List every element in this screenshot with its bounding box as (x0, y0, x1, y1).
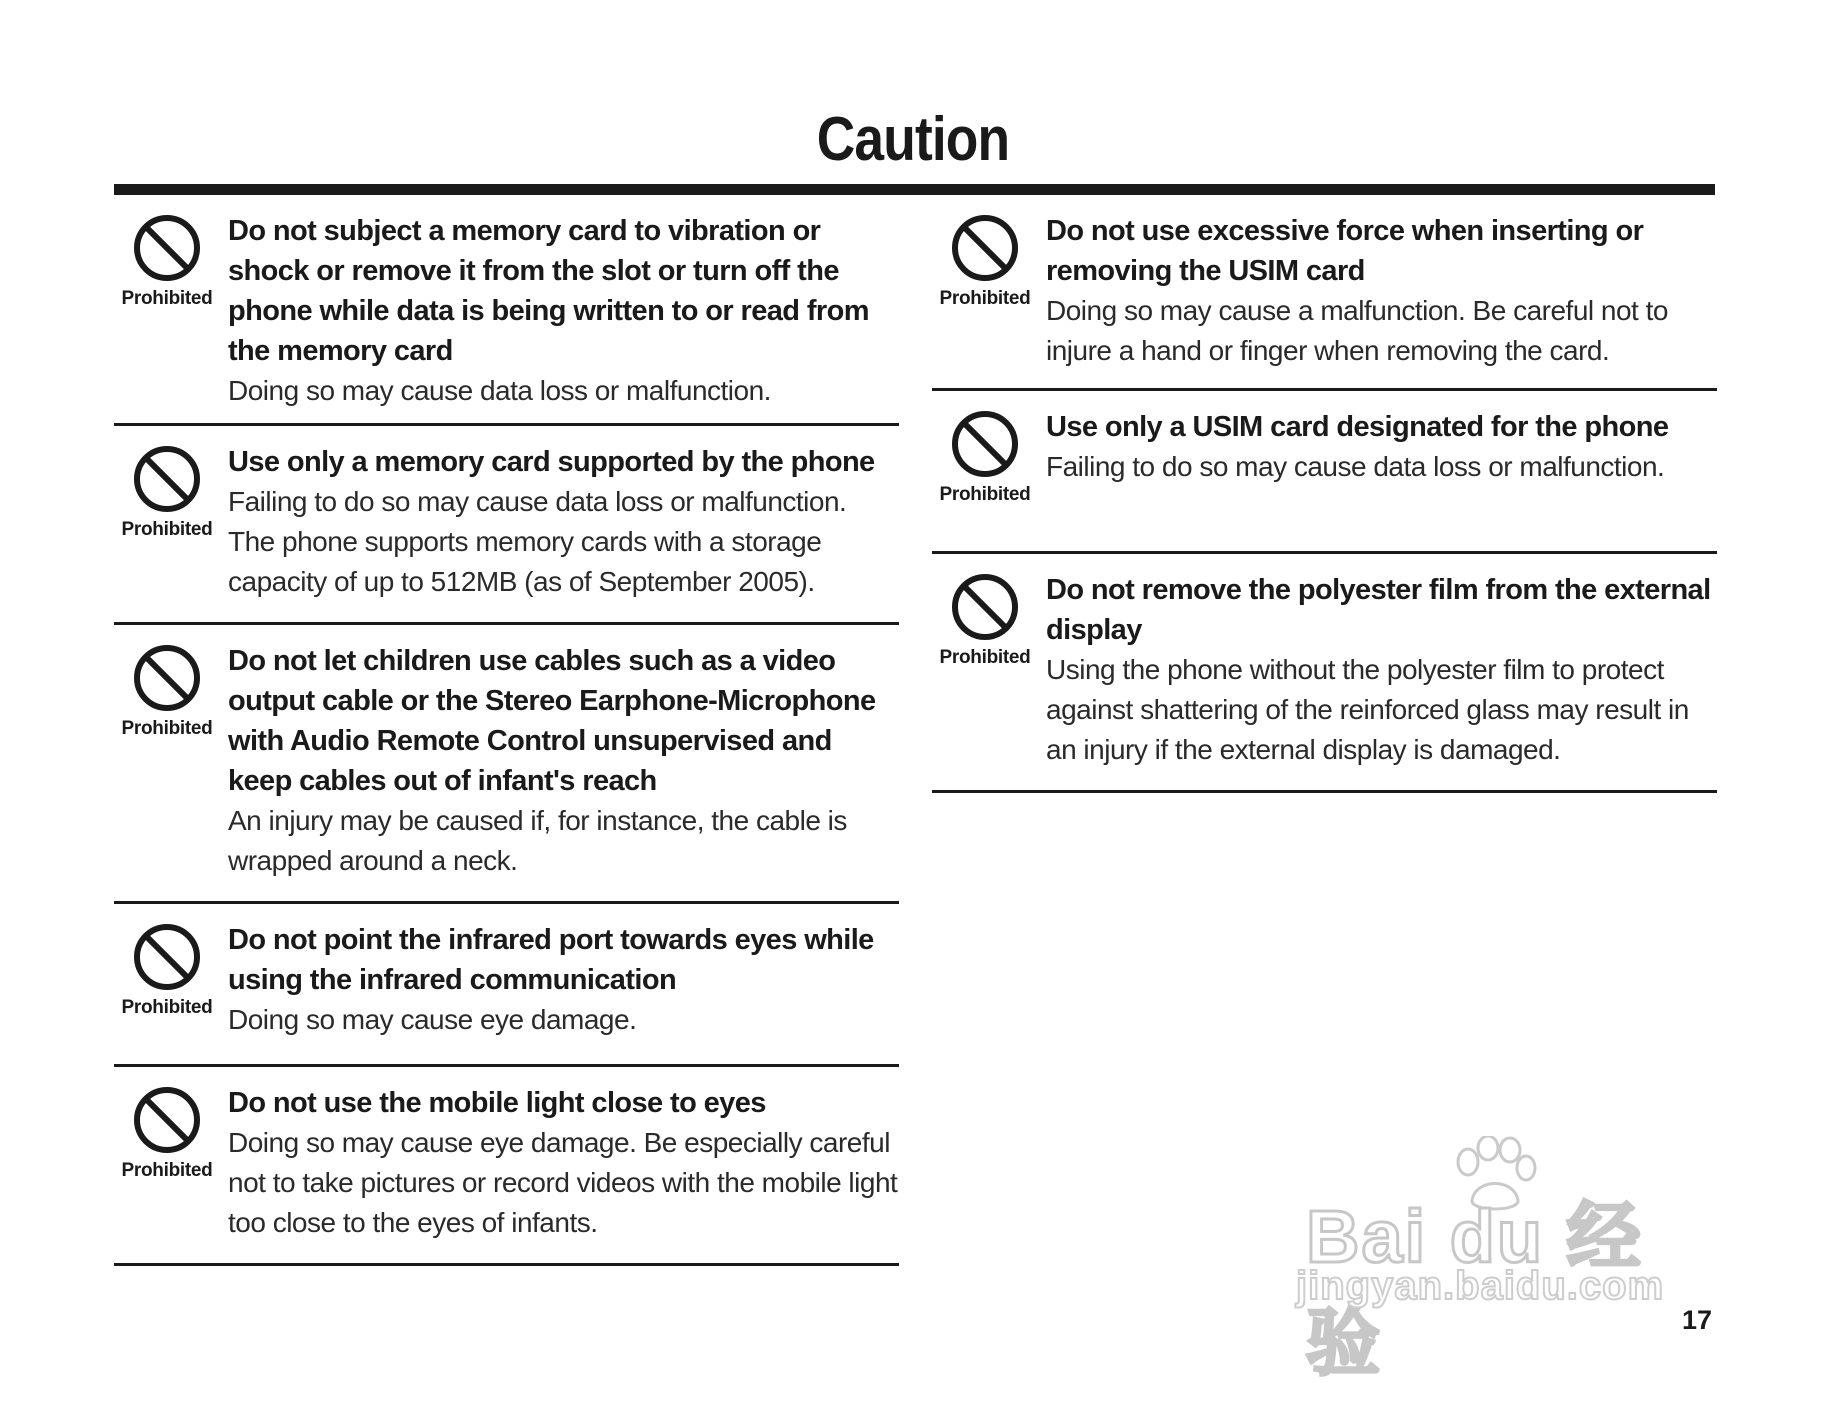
right-column (932, 195, 1717, 793)
entry-heading: Use only a memory card supported by the phone (228, 446, 875, 478)
caution-entry (114, 625, 899, 904)
entry-heading: Do not use the mobile light close to eyes (228, 1087, 766, 1119)
prohibited-label: Prohibited (121, 1160, 213, 1181)
prohibited-badge (114, 444, 220, 541)
caution-entry (932, 391, 1717, 554)
entry-text: An injury may be caused if, for instance, the cable is wrapped around a neck. (228, 805, 847, 876)
entry-text: Failing to do so may cause data loss or malfunction. (1046, 451, 1665, 482)
entry-heading: Do not point the infrared port towards eyes while using the infrared communication (228, 924, 874, 996)
prohibited-label: Prohibited (939, 647, 1031, 668)
prohibited-badge (114, 643, 220, 740)
entry-text: Failing to do so may cause data loss or malfunction. (228, 486, 847, 517)
page-number: 17 (1682, 1305, 1713, 1335)
watermark-brand: Bai du 经验 (1306, 1195, 1643, 1384)
prohibited-label: Prohibited (121, 997, 213, 1018)
entry-text: Doing so may cause data loss or malfunction. (228, 375, 771, 406)
prohibited-icon (132, 922, 202, 992)
entry-heading: Do not subject a memory card to vibration or shock or remove it from the slot or turn off the phone while data is being written to or read from the memory card (228, 215, 869, 367)
prohibited-icon (950, 409, 1020, 479)
entry-text: Doing so may cause eye damage. (228, 1004, 637, 1035)
prohibited-label: Prohibited (939, 484, 1031, 505)
entry-heading: Do not remove the polyester film from the external display (1046, 574, 1711, 646)
prohibited-icon (132, 444, 202, 514)
prohibited-label: Prohibited (939, 288, 1031, 309)
title-rule (114, 184, 1715, 195)
prohibited-icon (132, 643, 202, 713)
entry-text: Doing so may cause a malfunction. Be careful not to injure a hand or finger when removing the card. (1046, 295, 1668, 366)
entry-heading: Do not use excessive force when inserting or removing the USIM card (1046, 215, 1644, 287)
prohibited-badge (114, 922, 220, 1019)
prohibited-badge (932, 409, 1038, 506)
prohibited-badge (114, 213, 220, 310)
prohibited-label: Prohibited (121, 288, 213, 309)
page-title: Caution (816, 105, 1010, 174)
prohibited-icon (950, 572, 1020, 642)
prohibited-label: Prohibited (121, 519, 213, 540)
left-column (114, 195, 899, 1266)
prohibited-icon (132, 213, 202, 283)
caution-entry (114, 195, 899, 426)
watermark-url: jingyan.baidu.com (1296, 1264, 1665, 1308)
entry-heading: Do not let children use cables such as a video output cable or the Stereo Earphone-Microphone with Audio Remote Control unsupervised and keep cables out of infant's reach (228, 645, 876, 797)
caution-entry (932, 554, 1717, 793)
prohibited-icon (132, 1085, 202, 1155)
prohibited-icon (950, 213, 1020, 283)
entry-text-secondary: The phone supports memory cards with a storage capacity of up to 512MB (as of September 2005). (228, 526, 822, 597)
caution-entry (114, 1067, 899, 1266)
entry-text: Using the phone without the polyester film to protect against shattering of the reinforced glass may result in an injury if the external display is damaged. (1046, 654, 1689, 765)
prohibited-badge (932, 572, 1038, 669)
prohibited-badge (114, 1085, 220, 1182)
entry-text: Doing so may cause eye damage. Be especially careful not to take pictures or record videos with the mobile light too close to the eyes of infants. (228, 1127, 898, 1238)
prohibited-label: Prohibited (121, 718, 213, 739)
entry-heading: Use only a USIM card designated for the phone (1046, 411, 1669, 443)
caution-entry (114, 904, 899, 1067)
caution-entry (932, 195, 1717, 391)
caution-entry (114, 426, 899, 625)
baidu-watermark (1296, 1136, 1716, 1384)
prohibited-badge (932, 213, 1038, 310)
